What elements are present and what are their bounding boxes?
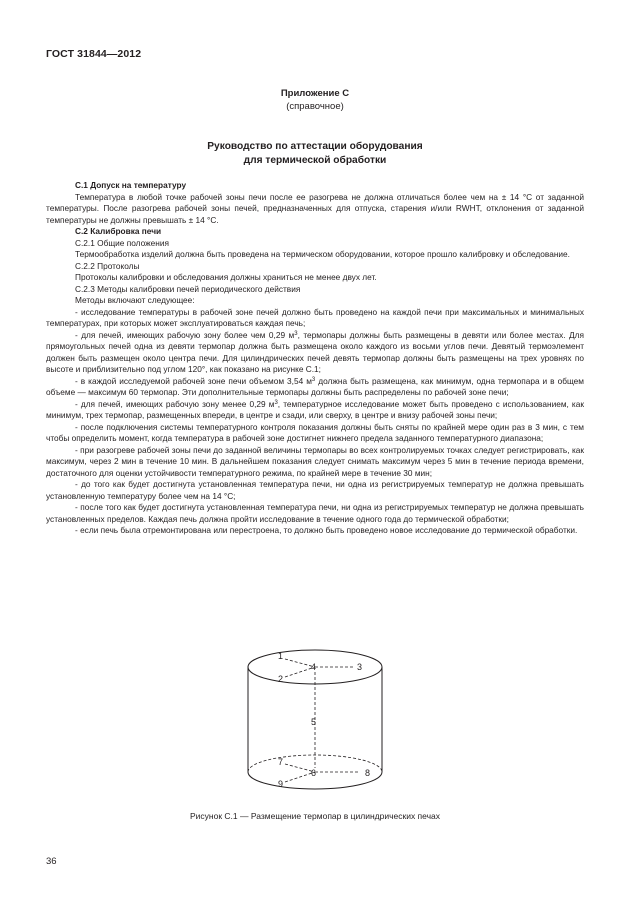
label-9: 9 xyxy=(278,779,284,789)
superscript: 3 xyxy=(274,399,278,406)
label-6: 6 xyxy=(311,768,317,778)
list-item-text: , термопары должны быть размещены в девяти или более местах. Для прямоугольных печей одна из девяти термопар должна быть размещена около каждого из восьми углов печи. Девятый термоэлемент должен быть размещен около центра печи. Для цилиндрических печей девять термопар должны быть размещены на трех уровнях по высоте и приблизительно под углом 120°, как показано на рисунке С.1; xyxy=(46,329,584,374)
annex-subtitle: (справочное) xyxy=(286,101,344,112)
label-8: 8 xyxy=(365,768,371,778)
section-heading: С.1 Допуск на температуру xyxy=(75,180,187,190)
label-5: 5 xyxy=(311,717,317,727)
label-4: 4 xyxy=(311,662,317,672)
list-item-text: - для печей, имеющих рабочую зону менее 0,29 м xyxy=(75,398,275,409)
list-item: - после подключения системы температурного контроля показания должны быть сняты по крайней мере один раз в 3 мин, с тем чтобы определить момент, когда температура в рабочей зоне достигнет нижнего предела заданного температурного диапазона; xyxy=(46,421,584,443)
paragraph: Протоколы калибровки и обследования должны храниться не менее двух лет. xyxy=(75,272,377,282)
list-item-text: - в каждой исследуемой рабочей зоне печи объемом 3,54 м xyxy=(75,375,312,386)
cylinder-diagram xyxy=(240,646,390,796)
subsection-heading: С.2.2 Протоколы xyxy=(75,260,140,271)
list-item: - исследование температуры в рабочей зоне печей должно быть проведено на каждой печи при максимальных и минимальных температурах, при которых может эксплуатироваться каждая печь; xyxy=(46,306,584,328)
document-body xyxy=(46,180,584,537)
section-heading: С.2 Калибровка печи xyxy=(75,226,162,236)
list-item: - до того как будет достигнута установленная температура печи, ни одна из регистрируемых температур не должна превышать установленную температуру более чем на 14 °С; xyxy=(46,479,584,501)
document-title-line-2: для термической обработки xyxy=(243,155,387,166)
paragraph: Методы включают следующее: xyxy=(75,295,195,305)
list-item: - после того как будет достигнута установленная температура печи, ни одна из регистрируемых температур не должна превышать установленных пределов. Каждая печь должна пройти исследование в течение одного года до термической обработки; xyxy=(46,502,584,524)
subsection-heading: С.2.3 Методы калибровки печей периодического действия xyxy=(75,283,301,294)
list-item: - при разогреве рабочей зоны печи до заданной величины термопары во всех контролируемых точках следует регистрировать, как максимум, через 2 мин в течение 10 мин. В дальнейшем показания следует снимать максимум через 5 мин в течение периода времени, достаточного для оценки устойчивости температурного режима, по крайней мере в течение 30 мин; xyxy=(46,444,584,478)
figure-caption: Рисунок С.1 — Размещение термопар в цилиндрических печах xyxy=(189,811,441,821)
annex-title: Приложение С xyxy=(280,88,350,99)
figure-furnace-diagram xyxy=(240,646,390,801)
list-item-text: должна быть размещена, как минимум, одна термопара и в общем объеме — максимум 60 термопар. Эти дополнительные термопары должны быть распределены по рабочей зоне печи; xyxy=(46,375,584,397)
list-item xyxy=(46,330,584,376)
document-title-line-1: Руководство по аттестации оборудования xyxy=(207,141,423,152)
label-1: 1 xyxy=(278,651,284,661)
label-2: 2 xyxy=(278,674,284,684)
subsection-heading: С.2.1 Общие положения xyxy=(75,237,169,248)
label-3: 3 xyxy=(357,662,363,672)
paragraph: Термообработка изделий должна быть проведена на термическом оборудовании, которое прошло калибровку и обследование. xyxy=(75,249,570,259)
paragraph: Температура в любой точке рабочей зоны печи после ее разогрева не должна отличаться более чем на ± 14 °С от заданной температуры. После разогрева рабочей зоны печей, предназначенных для отпуска, старения и/или RWHT, отклонения от заданной температуры не должны превышать ± 14 °С. xyxy=(46,191,584,225)
page-number: 36 xyxy=(46,856,57,867)
list-item xyxy=(46,376,584,399)
list-item-text: - для печей, имеющих рабочую зону более чем 0,29 м xyxy=(75,329,295,340)
list-item xyxy=(46,399,584,422)
label-7: 7 xyxy=(278,757,284,767)
standard-code: ГОСТ 31844—2012 xyxy=(46,48,142,60)
superscript: 3 xyxy=(294,330,298,337)
list-item: - если печь была отремонтирована или перестроена, то должно быть проведено новое исследование до термической обработки. xyxy=(75,525,578,535)
superscript: 3 xyxy=(311,376,316,383)
list-item-text: , температурное исследование может быть проведено с использованием, как минимум, трех термопар, размещенных впереди, в центре и сзади, или сверху, в центре и внизу рабочей зоны печи; xyxy=(46,398,584,420)
document-title xyxy=(0,140,630,168)
